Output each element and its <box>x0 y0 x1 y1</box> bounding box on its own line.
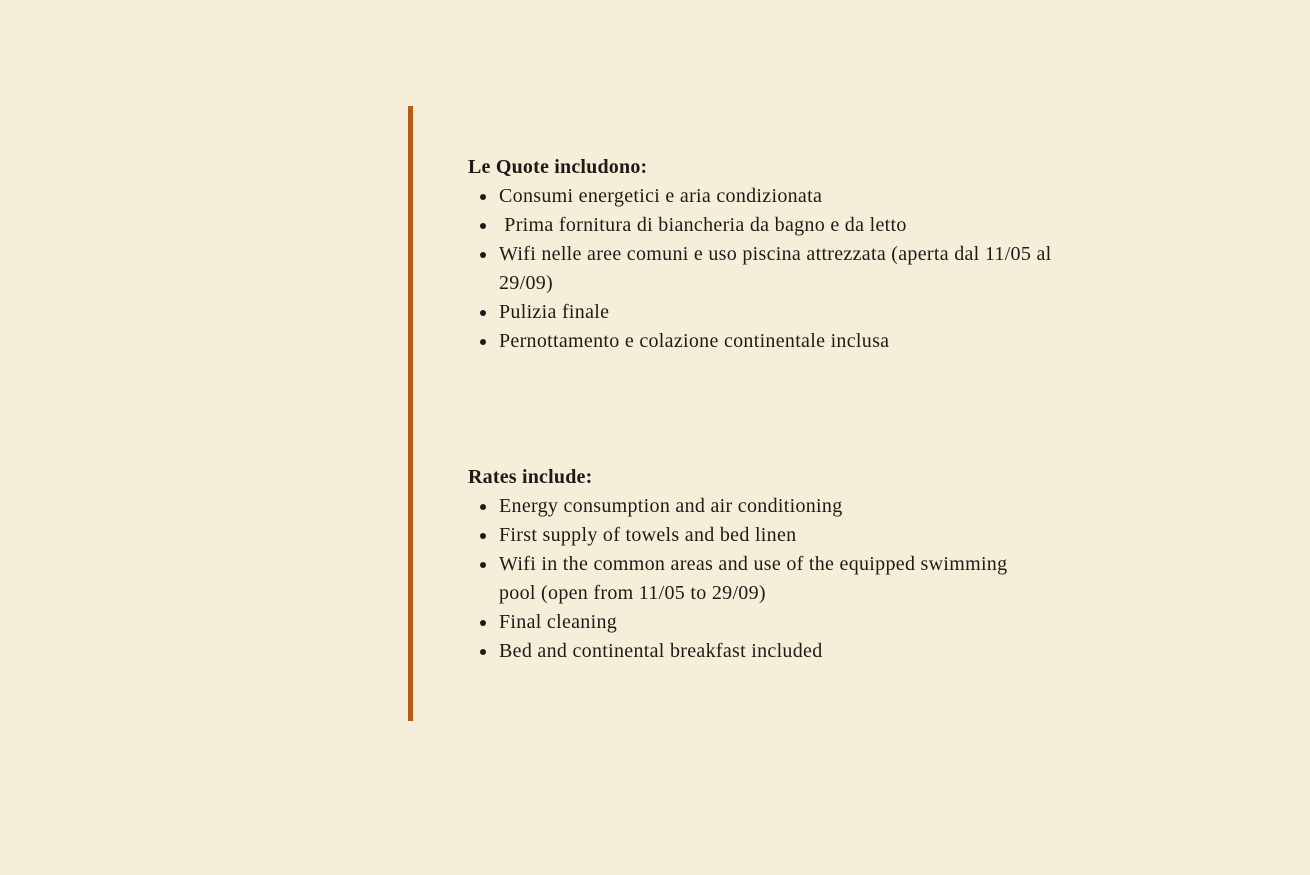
italian-section-title: Le Quote includono: <box>468 156 648 178</box>
english-section-title: Rates include: <box>468 466 593 488</box>
accent-divider-line <box>408 106 413 721</box>
list-item: Bed and continental breakfast included <box>499 637 1088 666</box>
list-item: Energy consumption and air conditioning <box>499 492 1088 521</box>
list-item: Final cleaning <box>499 608 1088 637</box>
list-item: First supply of towels and bed linen <box>499 521 1088 550</box>
italian-rates-section <box>468 153 1088 356</box>
list-item: Wifi nelle aree comuni e uso piscina attrezzata (aperta dal 11/05 al 29/09) <box>499 240 1088 298</box>
italian-rates-list <box>468 182 1088 356</box>
list-item: Pulizia finale <box>499 298 1088 327</box>
list-item: Pernottamento e colazione continentale inclusa <box>499 327 1088 356</box>
english-rates-list <box>468 492 1088 666</box>
list-item: Consumi energetici e aria condizionata <box>499 182 1088 211</box>
list-item: Wifi in the common areas and use of the equipped swimming pool (open from 11/05 to 29/09) <box>499 550 1019 608</box>
english-rates-section <box>468 463 1088 666</box>
list-item: Prima fornitura di biancheria da bagno e da letto <box>499 211 1088 240</box>
